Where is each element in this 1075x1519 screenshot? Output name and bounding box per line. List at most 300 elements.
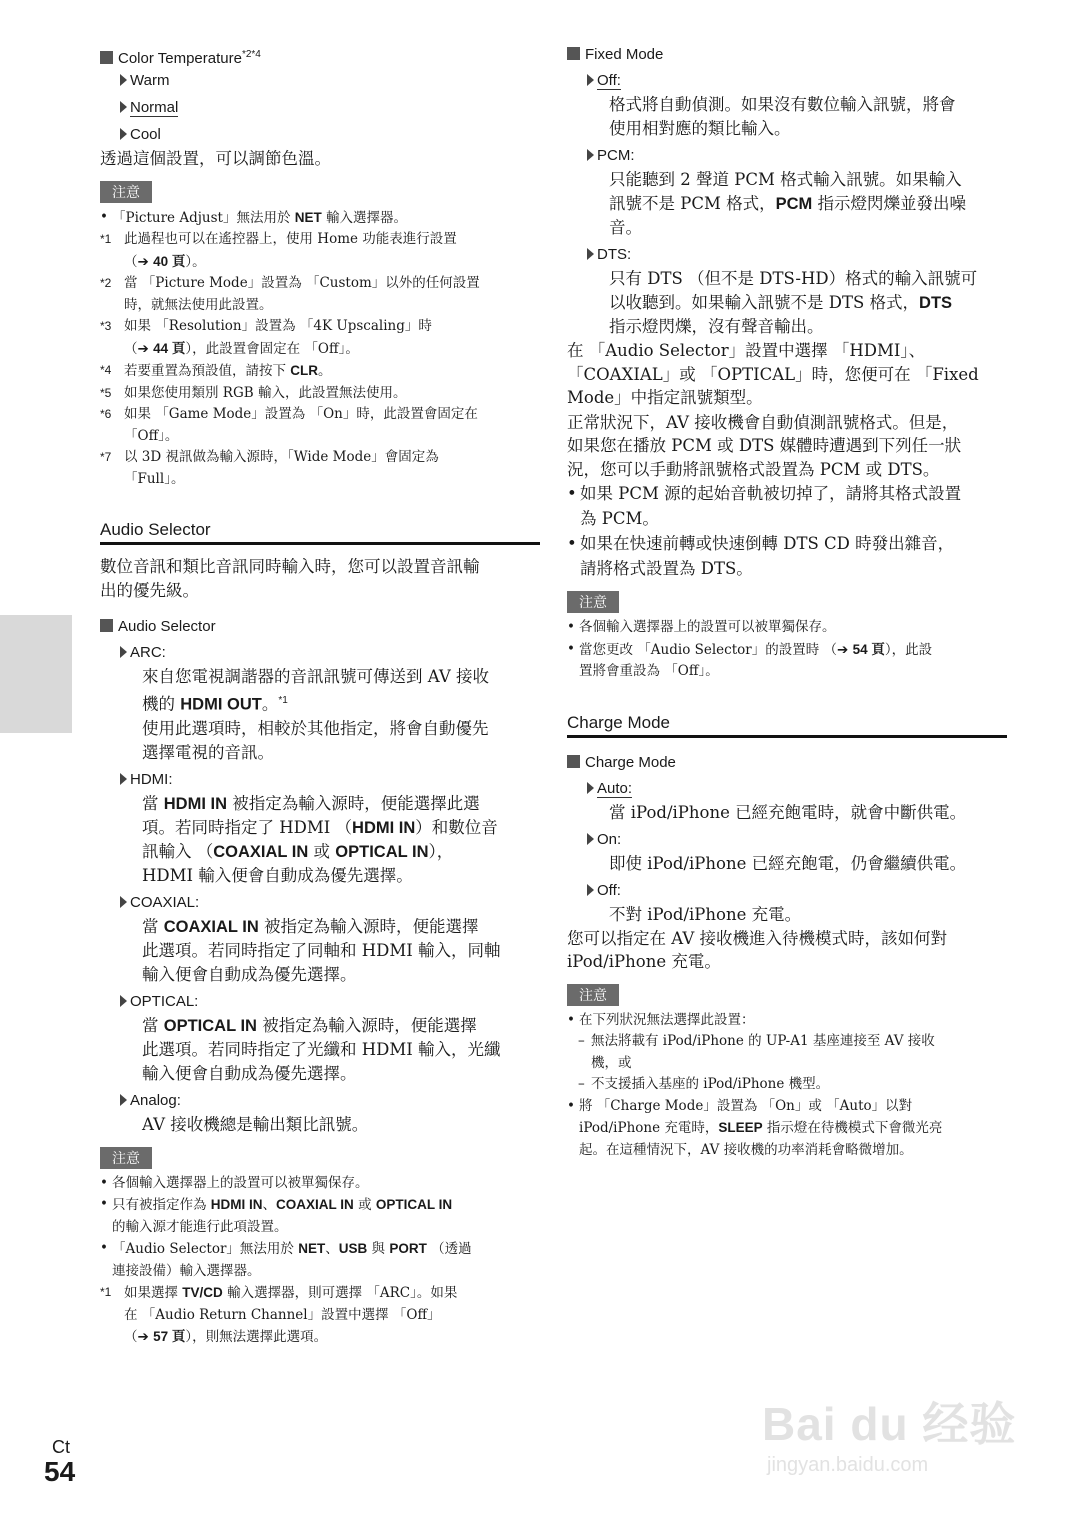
paragraph (100, 555, 540, 602)
text: 「Picture Adjust」無法用於 (112, 209, 295, 226)
text-line (100, 555, 540, 579)
option-label: Warm (130, 72, 170, 89)
note-bullet (567, 639, 1007, 683)
bold-term: 40 頁 (153, 253, 186, 269)
page-language-code: Ct (52, 1437, 70, 1457)
text: 數位音訊和類比音訊同時輸入時，您可以設置音訊輸 (100, 557, 480, 576)
triangle-bullet-icon (587, 248, 594, 260)
text: （透過 (426, 1241, 472, 1257)
option-description (100, 792, 540, 888)
option-label: ARC: (130, 644, 166, 661)
text: 在下列狀況無法選擇此設置： (579, 1011, 755, 1028)
triangle-bullet-icon (120, 646, 127, 658)
footnote (100, 273, 540, 316)
text: 使用相對應的類比輸入。 (609, 119, 791, 138)
bold-term: TV/CD (182, 1285, 223, 1300)
triangle-bullet-icon (120, 995, 127, 1007)
text-line (567, 458, 1007, 482)
text: 輸入選擇器。 (321, 209, 408, 226)
option-description (567, 168, 1007, 240)
option-item (567, 878, 1007, 903)
text: 當 「Picture Mode」設置為 「Custom」以外的任何設置 (124, 275, 480, 291)
option-item (567, 242, 1007, 267)
text-line (142, 1062, 540, 1086)
footnote (100, 316, 540, 360)
triangle-bullet-icon (120, 128, 127, 140)
note-label (567, 984, 1007, 1006)
triangle-bullet-icon (120, 101, 127, 113)
text-line (124, 1282, 540, 1305)
text-line (579, 661, 1007, 683)
text: 、 (262, 1197, 277, 1213)
text: ）。 (185, 253, 206, 270)
footnote-mark: *5 (100, 385, 112, 400)
note-label (100, 1147, 540, 1169)
triangle-bullet-icon (587, 74, 594, 86)
section-subheading (567, 44, 1007, 66)
text: 來自您電視調諧器的音訊訊號可傳送到 AV 接收 (142, 667, 489, 686)
text-line (567, 411, 1007, 435)
section-heading (100, 520, 540, 545)
section-heading (567, 713, 1007, 738)
text-line (124, 383, 540, 405)
bold-term: OPTICAL IN (375, 1197, 453, 1212)
option-description (100, 1014, 540, 1086)
text-line (142, 741, 540, 765)
bullet-paragraph (567, 531, 1007, 581)
text: 指示燈閃爍並發出噪 (812, 194, 967, 213)
square-bullet-icon (567, 755, 580, 768)
text: 如果在快速前轉或快速倒轉 DTS CD 時發出雜音， (580, 534, 955, 553)
text: ），此設置會固定在 「Off」。 (185, 340, 359, 357)
right-column (567, 44, 1007, 1161)
text: iPod/iPhone 充電時， (579, 1120, 719, 1136)
text-line (112, 1194, 540, 1217)
triangle-bullet-icon (120, 1094, 127, 1106)
option-item (100, 890, 540, 915)
text: 如果選擇 (124, 1285, 183, 1301)
text-line (580, 481, 1007, 506)
note-bullet (100, 1238, 540, 1282)
subheading-text: Color Temperature (118, 50, 242, 67)
text-line (567, 339, 1007, 363)
bold-term: SLEEP (718, 1120, 763, 1135)
option-description (100, 665, 540, 717)
option-item (100, 767, 540, 792)
text: 訊輸入 （ (142, 841, 214, 861)
option-description (100, 1113, 540, 1137)
option-item (100, 640, 540, 665)
text-line (579, 1096, 1007, 1118)
dash-item (567, 1031, 1007, 1074)
option-item (100, 95, 540, 120)
text: 以收聽到。如果輸入訊號不是 DTS 格式， (609, 293, 920, 312)
text-line (579, 1010, 1007, 1032)
bold-term: 54 頁 (852, 641, 885, 657)
option-item (100, 989, 540, 1014)
text-line (112, 1238, 540, 1261)
text-line (609, 117, 1007, 141)
text: 輸入便會自動成為優先選擇。 (142, 964, 357, 984)
text: 若要重置為預設值，請按下 (124, 363, 291, 379)
text: 請將格式設置為 DTS。 (580, 559, 753, 578)
text-line (124, 469, 540, 491)
triangle-bullet-icon (587, 833, 594, 845)
square-bullet-icon (100, 51, 113, 64)
text-line (142, 939, 540, 963)
text: 使用此選項時，相較於其他指定，將會自動優先 (142, 718, 489, 738)
bold-term: 57 頁 (153, 1329, 186, 1344)
text-line (142, 816, 540, 840)
text: 音。 (609, 218, 642, 237)
text: 如果您使用類別 RGB 輸入，此設置無法使用。 (124, 384, 407, 401)
text: 如果 「Resolution」設置為 「4K Upscaling」時 (124, 318, 432, 334)
subheading-text: Audio Selector (118, 618, 216, 635)
text: 即使 iPod/iPhone 已經充飽電，仍會繼續供電。 (609, 853, 967, 873)
text: 只有 DTS （但不是 DTS-HD）格式的輸入訊號可 (609, 269, 978, 288)
footnote-mark: *6 (100, 407, 112, 421)
text-line (142, 792, 540, 816)
text: 當 (142, 1015, 164, 1035)
bold-term: HDMI OUT (180, 695, 262, 714)
text: ），則無法選擇此選項。 (185, 1329, 328, 1345)
text-line (124, 338, 540, 361)
text: 被指定為輸入源時，便能選擇 (258, 916, 479, 936)
text: 機的 (142, 694, 181, 714)
text: （➔ (124, 340, 154, 357)
text: 被指定為輸入源時，便能選擇此選 (227, 793, 480, 813)
text-line (609, 291, 1007, 315)
text: ）和數位音 (415, 817, 498, 837)
footnote-mark: *4 (100, 363, 112, 377)
text: 「Audio Selector」無法用於 (112, 1241, 299, 1257)
note-bullet (100, 207, 540, 230)
text: 時，就無法使用此設置。 (124, 296, 273, 313)
text: 將 「Charge Mode」設置為 「On」或 「Auto」以對 (579, 1097, 913, 1114)
heading-text: Charge Mode (567, 712, 671, 732)
text: （➔ (124, 1329, 154, 1345)
note-label (100, 181, 540, 203)
default-option-label: Normal (130, 99, 179, 116)
paragraph (567, 411, 1007, 482)
text-line (142, 1038, 540, 1062)
text-line (579, 1140, 1007, 1162)
text: 指示燈在待機模式下會微光亮 (762, 1120, 943, 1136)
text: 您可以指定在 AV 接收機進入待機模式時，該如何對 (567, 928, 947, 948)
option-item (567, 143, 1007, 168)
footnote-ref: *1 (278, 695, 288, 706)
footnote (100, 383, 540, 405)
text-line (142, 689, 540, 717)
text-line (142, 1113, 540, 1137)
text: Mode」中指定訊號類型。 (567, 388, 763, 407)
text: 只有被指定作為 (112, 1197, 211, 1213)
option-item (100, 122, 540, 147)
text-line (580, 531, 1007, 556)
text: 況，您可以手動將訊號格式設置為 PCM 或 DTS。 (567, 459, 940, 479)
note-bullet (100, 1173, 540, 1195)
option-label: On: (597, 830, 622, 848)
text: 無法將載有 iPod/iPhone 的 UP-A1 基座連接至 AV 接收 (591, 1033, 935, 1049)
note-bullet (567, 1096, 1007, 1162)
option-item (100, 68, 540, 93)
text: 當 (142, 916, 164, 936)
footnote (100, 360, 540, 383)
triangle-bullet-icon (120, 74, 127, 86)
text: 只能聽到 2 聲道 PCM 格式輸入訊號。如果輸入 (609, 170, 962, 189)
text-line (579, 617, 1007, 639)
triangle-bullet-icon (587, 149, 594, 161)
text-line (609, 315, 1007, 339)
text: 指示燈閃爍，沒有聲音輸出。 (609, 317, 824, 336)
text-line (579, 639, 1007, 662)
triangle-bullet-icon (587, 884, 594, 896)
text-line (609, 801, 1007, 825)
bold-term: PCM (775, 195, 813, 213)
note-bullet (100, 1194, 540, 1238)
section-subheading (100, 616, 540, 638)
text-line (609, 903, 1007, 927)
text-line (567, 363, 1007, 387)
text: 透過這個設置，可以調節色溫。 (100, 149, 331, 168)
chapter-side-tab (0, 615, 72, 733)
text: 如果您在播放 PCM 或 DTS 媒體時遭遇到下列任一狀 (567, 436, 962, 455)
text-line (142, 717, 540, 741)
option-description (567, 801, 1007, 825)
text-line (142, 963, 540, 987)
option-label: Off: (597, 881, 621, 899)
footnote (100, 447, 540, 490)
text: 。 (261, 694, 279, 714)
option-description (100, 915, 540, 987)
text-line (100, 579, 540, 603)
text: 在 「Audio Return Channel」設置中選擇 「Off」 (124, 1306, 441, 1323)
text-line (124, 229, 540, 251)
bold-term: OPTICAL IN (335, 842, 429, 861)
bold-term: 44 頁 (153, 340, 186, 356)
text: 連接設備）輸入選擇器。 (112, 1262, 261, 1279)
text-line (124, 1305, 540, 1327)
square-bullet-icon (100, 619, 113, 632)
option-description (567, 903, 1007, 927)
option-label: HDMI: (130, 770, 173, 788)
text: 輸入便會自動成為優先選擇。 (142, 1063, 357, 1083)
note-bullet (567, 1010, 1007, 1032)
text-line (591, 1074, 1007, 1096)
option-item (567, 68, 1007, 93)
text: 機，或 (591, 1054, 632, 1071)
text-line (580, 556, 1007, 581)
text-line (124, 360, 540, 383)
text-line (124, 1326, 540, 1349)
text: 如果 PCM 源的起始音軌被切掉了，請將其格式設置 (580, 484, 962, 503)
text: 「Full」。 (124, 470, 185, 487)
bold-term: COAXIAL IN (163, 917, 259, 936)
bold-term: NET (294, 209, 322, 225)
watermark-url: jingyan.baidu.com (767, 1454, 929, 1476)
text: 不對 iPod/iPhone 充電。 (609, 904, 802, 924)
text: 當 (142, 793, 164, 813)
text-line (609, 216, 1007, 240)
square-bullet-icon (567, 47, 580, 60)
text: 此選項。若同時指定了同軸和 HDMI 輸入，同軸 (142, 940, 501, 960)
option-label: PCM: (597, 147, 635, 164)
text-line (112, 1261, 540, 1283)
bullet-paragraph (567, 481, 1007, 531)
page-number: 54 (44, 1456, 76, 1487)
text-line (591, 1031, 1007, 1053)
bold-term: OPTICAL IN (163, 1016, 257, 1035)
option-description (567, 267, 1007, 339)
text: 此選項。若同時指定了光纖和 HDMI 輸入，光纖 (142, 1039, 501, 1059)
paragraph (567, 927, 1007, 974)
text-line (579, 1117, 1007, 1140)
paragraph (567, 339, 1007, 410)
text: 「Off」。 (124, 427, 179, 444)
bold-term: HDMI IN (352, 818, 416, 837)
heading-text: Audio Selector (100, 520, 211, 539)
note-label-text: 注意 (567, 984, 619, 1006)
text-line (100, 147, 540, 171)
text-line (142, 665, 540, 689)
footnote (100, 229, 540, 273)
text-line (609, 93, 1007, 117)
option-description (567, 852, 1007, 876)
text-line (609, 267, 1007, 291)
paragraph (100, 147, 540, 171)
footnote-mark: *2 (100, 276, 112, 290)
text: 或 (308, 841, 336, 861)
note-bullet (567, 617, 1007, 639)
baidu-watermark (762, 1388, 1016, 1477)
bold-term: HDMI IN (210, 1197, 263, 1212)
text: 項。若同時指定了 HDMI （ (142, 817, 353, 837)
text-line (112, 1217, 540, 1239)
text-line (124, 316, 540, 338)
text-line (112, 1173, 540, 1195)
option-label: OPTICAL: (130, 992, 199, 1010)
text-line (142, 840, 540, 864)
text: 訊號不是 PCM 格式， (609, 194, 776, 213)
left-column (100, 44, 540, 1349)
text: 起。在這種情況下，AV 接收機的功率消耗會略微增加。 (579, 1141, 913, 1158)
text: 或 (353, 1197, 376, 1213)
watermark-brand: Bai du 经验 (762, 1398, 1017, 1450)
bold-term: HDMI IN (163, 794, 227, 813)
bold-term: COAXIAL IN (276, 1197, 354, 1212)
option-label: Cool (130, 126, 161, 143)
bold-term: NET (298, 1241, 326, 1256)
option-description (567, 93, 1007, 141)
text-line (142, 915, 540, 939)
option-description (100, 717, 540, 765)
text: 。 (318, 363, 332, 379)
text: 格式將自動偵測。如果沒有數位輸入訊號，將會 (609, 95, 956, 114)
text: 置將會重設為 「Off」。 (579, 663, 719, 679)
text-line (609, 168, 1007, 192)
triangle-bullet-icon (120, 773, 127, 785)
bold-term: CLR (290, 363, 319, 378)
text: AV 接收機總是輸出類比訊號。 (142, 1114, 369, 1134)
text: 為 PCM。 (580, 509, 659, 528)
text: 選擇電視的音訊。 (142, 742, 274, 762)
note-label (567, 591, 1007, 613)
text-line (567, 386, 1007, 410)
footnote-ref: *2*4 (241, 49, 261, 60)
text: 當您更改 「Audio Selector」的設置時 （➔ (579, 641, 853, 658)
bold-term: DTS (919, 294, 953, 312)
text: 、 (325, 1241, 339, 1257)
option-label: Analog: (130, 1091, 181, 1109)
text-line (124, 295, 540, 317)
default-option-label: Off: (597, 72, 621, 89)
text: 被指定為輸入源時，便能選擇 (256, 1015, 477, 1035)
text-line (567, 950, 1007, 974)
text-line (609, 852, 1007, 876)
text: 與 (367, 1241, 390, 1257)
text: 不支援插入基座的 iPod/iPhone 機型。 (591, 1076, 830, 1092)
option-item (567, 827, 1007, 852)
footnote-mark: *1 (100, 1285, 112, 1299)
text: iPod/iPhone 充電。 (567, 952, 721, 971)
text: （➔ (124, 253, 154, 270)
text: HDMI 輸入便會自動成為優先選擇。 (142, 865, 413, 885)
option-label: DTS: (597, 246, 632, 263)
bold-term: USB (338, 1241, 368, 1256)
text-line (124, 251, 540, 274)
text: 當 iPod/iPhone 已經充飽電時，就會中斷供電。 (609, 802, 967, 822)
footnote (100, 404, 540, 447)
text-line (609, 192, 1007, 216)
text-line (591, 1053, 1007, 1075)
note-label-text: 注意 (100, 181, 152, 203)
note-label-text: 注意 (100, 1147, 152, 1169)
text: 以 3D 視訊做為輸入源時，「Wide Mode」會固定為 (124, 449, 439, 465)
text: 輸入選擇器，則可選擇 「ARC」。如果 (222, 1285, 458, 1301)
text-line (124, 426, 540, 448)
default-option-label: Auto: (597, 779, 633, 797)
text: 各個輸入選擇器上的設置可以被單獨保存。 (579, 619, 836, 635)
text-line (567, 434, 1007, 458)
text: 出的優先級。 (100, 580, 199, 600)
text-line (142, 864, 540, 888)
text: ）， (428, 841, 454, 861)
option-item (567, 776, 1007, 801)
text: 此過程也可以在遙控器上，使用 Home 功能表進行設置 (124, 231, 457, 247)
footnote-mark: *3 (100, 319, 112, 333)
footnote-mark: *7 (100, 450, 112, 464)
text-line (124, 404, 540, 426)
text: 正常狀況下，AV 接收機會自動偵測訊號格式。但是， (567, 412, 959, 432)
text: 「COAXIAL」或 「OPTICAL」時，您便可在 「Fixed (567, 364, 979, 384)
text: ），此設 (884, 641, 933, 658)
text: 各個輸入選擇器上的設置可以被單獨保存。 (112, 1174, 369, 1191)
text-line (567, 927, 1007, 951)
triangle-bullet-icon (587, 782, 594, 794)
bold-term: PORT (389, 1241, 427, 1256)
option-label: COAXIAL: (130, 893, 200, 911)
text-line (142, 1014, 540, 1038)
text-line (580, 506, 1007, 531)
subheading-text: Fixed Mode (585, 46, 664, 63)
option-item (100, 1088, 540, 1113)
section-subheading (100, 44, 540, 66)
text: 在 「Audio Selector」設置中選擇 「HDMI」、 (567, 341, 926, 360)
text-line (112, 207, 540, 230)
footnote-mark: *1 (100, 232, 112, 246)
triangle-bullet-icon (120, 896, 127, 908)
section-subheading (567, 752, 1007, 774)
